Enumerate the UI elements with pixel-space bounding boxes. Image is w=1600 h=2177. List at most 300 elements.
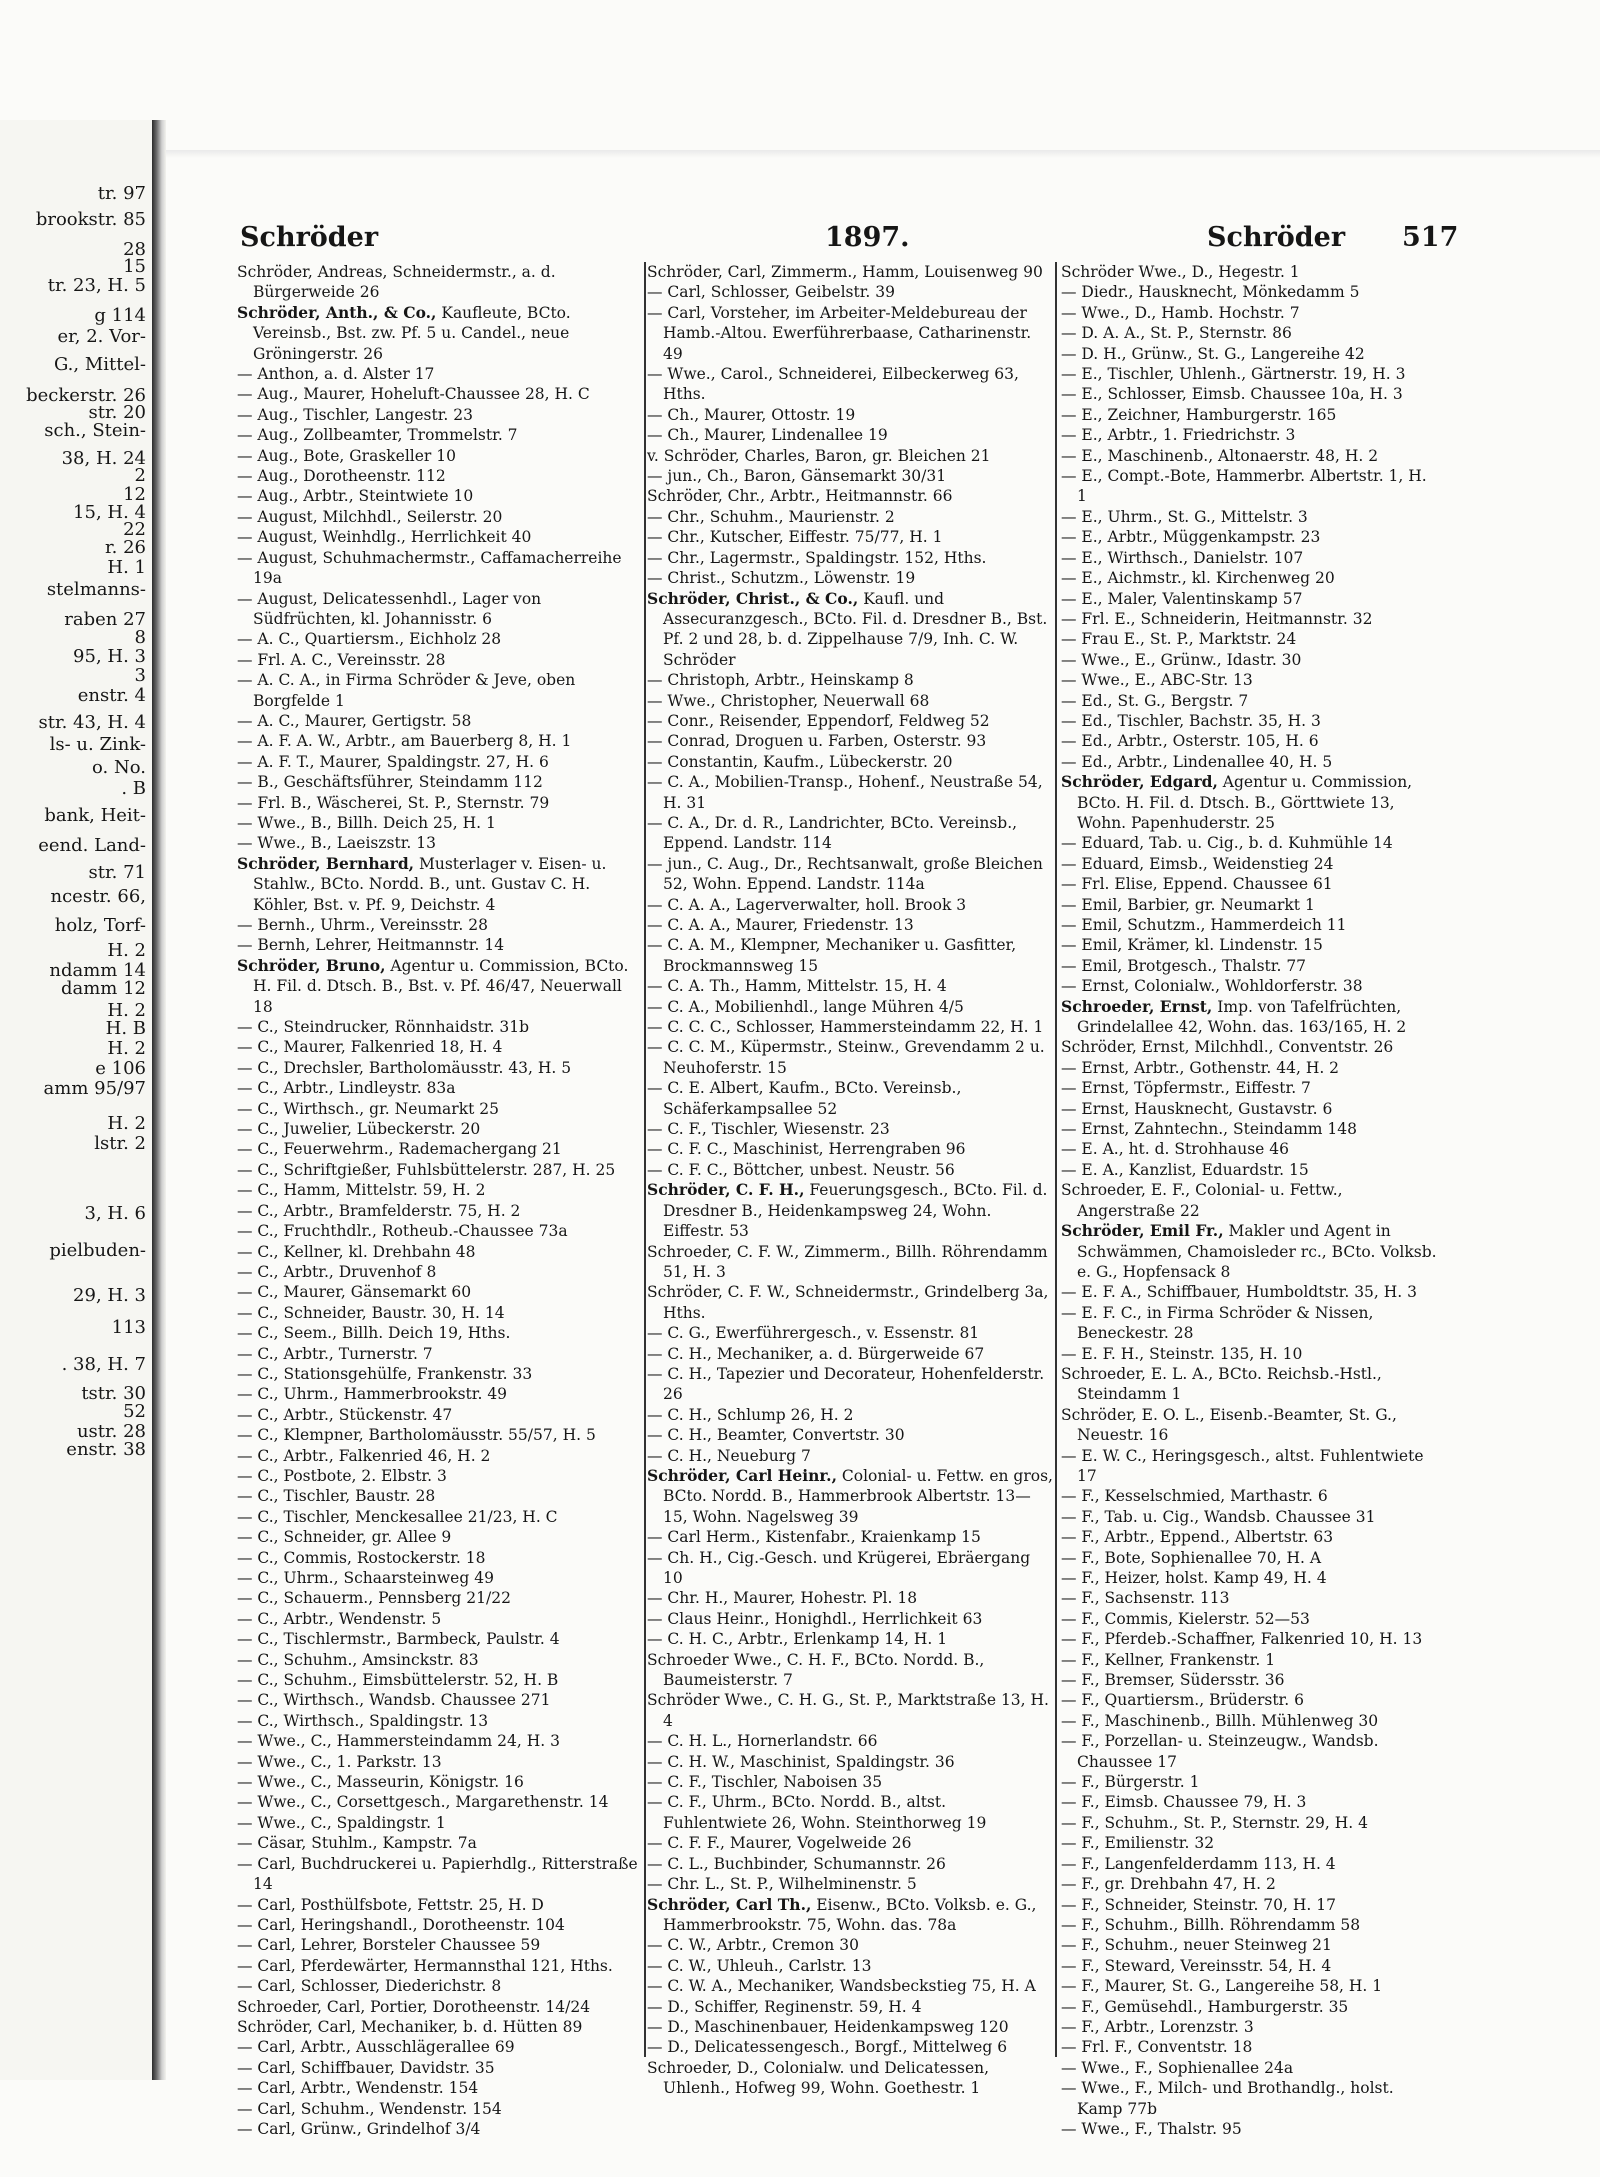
directory-column-1	[237, 262, 643, 2138]
directory-entry	[1061, 1792, 1441, 1812]
entry-text: — C., Feuerwehrm., Rademachergang 21	[237, 1140, 562, 1159]
directory-entry	[237, 1772, 643, 1792]
entry-text: — E., Aichmstr., kl. Kirchenweg 20	[1061, 569, 1335, 588]
entry-text: — E., Uhrm., St. G., Mittelstr. 3	[1061, 507, 1308, 526]
entry-text: — C., Drechsler, Bartholomäusstr. 43, H. 5	[237, 1058, 572, 1077]
entry-text: — C. G., Ewerführergesch., v. Essenstr. 81	[647, 1324, 980, 1343]
directory-entry	[647, 915, 1053, 935]
entry-text: — C. F. C., Maschinist, Herrengraben 96	[647, 1140, 966, 1159]
directory-entry	[237, 1180, 643, 1200]
directory-entry	[1061, 446, 1441, 466]
entry-text: Schroeder, E. F., Colonial- u. Fettw., Angerstraße 22	[1061, 1181, 1343, 1220]
entry-text: Kaufleute, BCto. Vereinsb., Bst. zw. Pf. 5 u. Candel., neue Gröningerstr. 26	[253, 303, 571, 363]
directory-entry	[237, 303, 643, 364]
entry-text: — C., Arbtr., Turnerstr. 7	[237, 1344, 433, 1363]
directory-entry	[237, 731, 643, 751]
directory-entry	[237, 405, 643, 425]
directory-entry	[647, 282, 1053, 302]
entry-text: — A. C. A., in Firma Schröder & Jeve, oben Borgfelde 1	[237, 671, 576, 710]
directory-entry	[237, 833, 643, 853]
facing-page-fragment: beckerstr. 26	[26, 385, 146, 406]
directory-entry	[1061, 1731, 1441, 1772]
directory-entry	[647, 425, 1053, 445]
entry-text: — C. C. C., Schlosser, Hammersteindamm 22, H. 1	[647, 1018, 1044, 1037]
entry-text: — Carl, Schuhm., Wendenstr. 154	[237, 2099, 502, 2118]
directory-entry	[237, 1588, 643, 1608]
facing-page-fragment: 29, H. 3	[73, 1285, 146, 1306]
entry-text: — E. F. H., Steinstr. 135, H. 10	[1061, 1344, 1303, 1363]
entry-firm-name: Schröder, Bernhard,	[237, 853, 415, 873]
directory-entry	[647, 527, 1053, 547]
directory-entry	[1061, 1874, 1441, 1894]
entry-text: — C., Arbtr., Stückenstr. 47	[237, 1405, 453, 1424]
entry-text: — Frl. E., Schneiderin, Heitmannstr. 32	[1061, 609, 1373, 628]
directory-entry	[237, 711, 643, 731]
directory-entry	[647, 1180, 1053, 1241]
facing-page-fragment: 95, H. 3	[73, 646, 146, 667]
entry-text: — E. A., Kanzlist, Eduardstr. 15	[1061, 1160, 1309, 1179]
entry-text: — C. H., Mechaniker, a. d. Bürgerweide 67	[647, 1344, 985, 1363]
directory-entry	[237, 1650, 643, 1670]
directory-entry	[647, 2017, 1053, 2037]
directory-entry	[237, 1486, 643, 1506]
entry-text: — E., Zeichner, Hamburgerstr. 165	[1061, 405, 1337, 424]
entry-text: Schröder Wwe., C. H. G., St. P., Marktstraße 13, H. 4	[647, 1691, 1049, 1730]
facing-page-fragment: sch., Stein-	[44, 420, 146, 441]
directory-entry	[1061, 1711, 1441, 1731]
facing-page-fragment: H. 1	[107, 557, 146, 578]
facing-page-fragment: holz, Torf-	[54, 915, 146, 936]
directory-entry	[1061, 1099, 1441, 1119]
entry-text: — C., Kellner, kl. Drehbahn 48	[237, 1242, 476, 1261]
entry-text: — C., Commis, Rostockerstr. 18	[237, 1548, 486, 1567]
facing-page-fragment: . B	[121, 778, 146, 799]
facing-page-fragment: g 114	[94, 305, 146, 326]
directory-entry	[1061, 1568, 1441, 1588]
entry-text: — Wwe., C., Masseurin, Königstr. 16	[237, 1773, 524, 1792]
directory-entry	[647, 1344, 1053, 1364]
directory-entry	[237, 1017, 643, 1037]
entry-text: — Aug., Maurer, Hoheluft-Chaussee 28, H. C	[237, 385, 590, 404]
entry-text: — C., Seem., Billh. Deich 19, Hths.	[237, 1324, 511, 1343]
directory-entry	[1061, 752, 1441, 772]
entry-text: — Wwe., D., Hamb. Hochstr. 7	[1061, 303, 1300, 322]
directory-entry	[237, 1752, 643, 1772]
entry-text: Schroeder, C. F. W., Zimmerm., Billh. Röhrendamm 51, H. 3	[647, 1242, 1048, 1281]
directory-entry	[237, 1609, 643, 1629]
directory-entry	[647, 1792, 1053, 1833]
directory-entry	[237, 1854, 643, 1895]
facing-page-fragment: stelmanns-	[46, 579, 146, 600]
directory-entry	[237, 466, 643, 486]
directory-entry	[647, 935, 1053, 976]
entry-text: — F., Pferdeb.-Schaffner, Falkenried 10, H. 13	[1061, 1630, 1423, 1649]
entry-text: Feuerungsgesch., BCto. Fil. d. Dresdner B., Heidenkampsweg 24, Wohn. Eiffestr. 53	[663, 1181, 1048, 1241]
entry-text: — E., Tischler, Uhlenh., Gärtnerstr. 19, H. 3	[1061, 365, 1406, 384]
entry-text: — C., Maurer, Falkenried 18, H. 4	[237, 1038, 503, 1057]
directory-entry	[237, 1262, 643, 1282]
facing-page-fragment: 3	[134, 665, 146, 686]
entry-text: Kaufl. und Assecuranzgesch., BCto. Fil. d. Dresdner B., Bst. Pf. 2 und 28, b. d. Zippelhause 7/9, Inh. C. W. Schröder	[663, 589, 1048, 669]
entry-text: — E., Compt.-Bote, Hammerbr. Albertstr. 1, H. 1	[1061, 467, 1427, 506]
entry-text: — Carl, Grünw., Grindelhof 3/4	[237, 2119, 481, 2138]
entry-text: Agentur u. Commission, BCto. H. Fil. d. Dtsch. B., Görttwiete 13, Wohn. Papenhuderstr. 25	[1077, 773, 1413, 832]
entry-text: — A. F. A. W., Arbtr., am Bauerberg 8, H. 1	[237, 732, 572, 751]
directory-entry	[1061, 1507, 1441, 1527]
directory-entry	[1061, 1282, 1441, 1302]
facing-page-fragment: 52	[123, 1401, 146, 1422]
entry-text: — C. H. L., Hornerlandstr. 66	[647, 1732, 878, 1751]
left-page-fragment	[0, 120, 152, 2080]
directory-entry	[1061, 691, 1441, 711]
entry-text: — F., Maschinenb., Billh. Mühlenweg 30	[1061, 1711, 1379, 1730]
directory-entry	[237, 1690, 643, 1710]
entry-text: — C. H., Tapezier und Decorateur, Hohenfelderstr. 26	[647, 1364, 1045, 1404]
entry-text: — Bernh, Lehrer, Heitmannstr. 14	[237, 936, 505, 955]
entry-text: — Frl. B., Wäscherei, St. P., Sternstr. 79	[237, 793, 550, 812]
entry-text: — C. W., Arbtr., Cremon 30	[647, 1936, 859, 1955]
entry-firm-name: Schröder, Emil Fr.,	[1061, 1221, 1224, 1241]
directory-entry	[237, 935, 643, 955]
directory-entry	[647, 813, 1053, 854]
entry-text: — Emil, Barbier, gr. Neumarkt 1	[1061, 895, 1315, 914]
directory-entry	[1061, 1956, 1441, 1976]
directory-entry	[647, 1446, 1053, 1466]
directory-entry	[1061, 507, 1441, 527]
entry-text: — Anthon, a. d. Alster 17	[237, 365, 435, 384]
directory-entry	[237, 1078, 643, 1098]
directory-entry	[237, 1242, 643, 1262]
entry-text: — Ernst, Töpfermstr., Eiffestr. 7	[1061, 1079, 1311, 1098]
directory-entry	[1061, 1364, 1441, 1405]
directory-column-2	[647, 262, 1053, 2098]
entry-firm-name: Schröder, C. F. H.,	[647, 1180, 805, 1200]
entry-firm-name: Schröder, Carl Heinr.,	[647, 1465, 837, 1485]
entry-text: Imp. von Tafelfrüchten, Grindelallee 42, Wohn. das. 163/165, H. 2	[1077, 997, 1407, 1037]
directory-entry	[1061, 1813, 1441, 1833]
entry-text: — Emil, Brotgesch., Thalstr. 77	[1061, 956, 1307, 975]
facing-page-fragment: ustr. 28	[76, 1421, 146, 1442]
directory-entry	[1061, 1772, 1441, 1792]
facing-page-fragment: er, 2. Vor-	[57, 326, 146, 347]
directory-entry	[1061, 1650, 1441, 1670]
entry-text: — E., Maler, Valentinskamp 57	[1061, 589, 1303, 608]
directory-entry	[1061, 874, 1441, 894]
facing-page-fragment: 8	[134, 627, 146, 648]
facing-page-fragment: enstr. 38	[66, 1439, 146, 1460]
entry-text: — E. F. A., Schiffbauer, Humboldtstr. 35, H. 3	[1061, 1283, 1418, 1302]
entry-text: — B., Geschäftsführer, Steindamm 112	[237, 773, 543, 792]
facing-page-fragment: bank, Heit-	[44, 805, 146, 826]
directory-entry	[237, 1323, 643, 1343]
entry-text: — F., Eimsb. Chaussee 79, H. 3	[1061, 1793, 1307, 1812]
entry-text: Colonial- u. Fettw. en gros, BCto. Nordd. B., Hammerbrook Albertstr. 13—15, Wohn. Nagelsweg 39	[663, 1466, 1053, 1526]
directory-entry	[647, 976, 1053, 996]
entry-text: — Ernst, Colonialw., Wohldorferstr. 38	[1061, 977, 1363, 996]
directory-entry	[647, 364, 1053, 405]
entry-text: — F., Schneider, Steinstr. 70, H. 17	[1061, 1895, 1336, 1914]
directory-entry	[1061, 1935, 1441, 1955]
entry-text: — Wwe., C., Hammersteindamm 24, H. 3	[237, 1732, 560, 1751]
entry-text: — August, Weinhdlg., Herrlichkeit 40	[237, 528, 532, 547]
directory-entry	[647, 405, 1053, 425]
directory-entry	[237, 1303, 643, 1323]
entry-text: — Carl, Schlosser, Diederichstr. 8	[237, 1977, 502, 1996]
directory-entry	[237, 1384, 643, 1404]
facing-page-fragment: 22	[123, 519, 146, 540]
entry-text: — Ch., Maurer, Lindenallee 19	[647, 426, 888, 445]
directory-entry	[237, 446, 643, 466]
entry-text: — C. A., Dr. d. R., Landrichter, BCto. Vereinsb., Eppend. Landstr. 114	[647, 813, 1018, 853]
directory-entry	[647, 1629, 1053, 1649]
directory-entry	[647, 670, 1053, 690]
directory-entry	[647, 1078, 1053, 1119]
directory-entry	[237, 2058, 643, 2078]
facing-page-fragment: H. 2	[107, 940, 146, 961]
directory-entry	[647, 1160, 1053, 1180]
entry-text: Schröder, Ernst, Milchhdl., Conventstr. 26	[1061, 1038, 1394, 1057]
directory-entry	[1061, 1139, 1441, 1159]
directory-entry	[237, 650, 643, 670]
entry-text: — Wwe., C., 1. Parkstr. 13	[237, 1752, 442, 1771]
entry-text: — C. A., Mobilien-Transp., Hohenf., Neustraße 54, H. 31	[647, 773, 1043, 812]
directory-entry	[237, 1997, 643, 2017]
entry-text: — Ernst, Zahntechn., Steindamm 148	[1061, 1120, 1358, 1139]
directory-entry	[647, 568, 1053, 588]
entry-text: Schröder, Chr., Arbtr., Heitmannstr. 66	[647, 487, 953, 506]
entry-text: — C., Arbtr., Druvenhof 8	[237, 1262, 437, 1281]
entry-text: Schröder, C. F. W., Schneidermstr., Grindelberg 3a, Hths.	[647, 1283, 1049, 1322]
book-gutter	[152, 120, 166, 2080]
entry-text: — F., Schuhm., St. P., Sternstr. 29, H. 4	[1061, 1813, 1369, 1832]
entry-text: — Conr., Reisender, Eppendorf, Feldweg 52	[647, 711, 990, 730]
entry-text: — jun., Ch., Baron, Gänsemarkt 30/31	[647, 467, 947, 486]
directory-entry	[237, 527, 643, 547]
entry-text: — Carl, Buchdruckerei u. Papierhdlg., Ritterstraße 14	[237, 1854, 638, 1894]
entry-firm-name: Schröder, Bruno,	[237, 955, 386, 975]
entry-text: — C. A., Mobilienhdl., lange Mühren 4/5	[647, 997, 964, 1016]
directory-entry	[237, 1956, 643, 1976]
directory-entry	[237, 915, 643, 935]
directory-entry	[1061, 2119, 1441, 2139]
entry-text: — Carl, Vorsteher, im Arbeiter-Meldebureau der Hamb.-Altou. Ewerführerbaase, Catharinenstr. 49	[647, 303, 1032, 363]
entry-text: — F., Arbtr., Lorenzstr. 3	[1061, 2017, 1254, 2036]
directory-entry	[237, 2119, 643, 2139]
directory-entry	[647, 548, 1053, 568]
directory-entry	[1061, 527, 1441, 547]
entry-text: — A. C., Maurer, Gertigstr. 58	[237, 711, 472, 730]
directory-entry	[237, 813, 643, 833]
directory-entry	[1061, 629, 1441, 649]
entry-text: — F., Quartiersm., Brüderstr. 6	[1061, 1691, 1304, 1710]
directory-entry	[647, 1282, 1053, 1323]
entry-text: — C. F. F., Maurer, Vogelweide 26	[647, 1834, 912, 1853]
entry-text: — Conrad, Droguen u. Farben, Osterstr. 93	[647, 732, 987, 751]
entry-text: — A. C., Quartiersm., Eichholz 28	[237, 630, 502, 649]
facing-page-fragment: damm 12	[60, 978, 146, 999]
entry-text: — A. F. T., Maurer, Spaldingstr. 27, H. 6	[237, 752, 549, 771]
page-number: 517	[1402, 222, 1459, 253]
directory-entry	[237, 1731, 643, 1751]
year: 1897.	[825, 222, 910, 253]
directory-entry	[1061, 1303, 1441, 1344]
entry-text: — F., Maurer, St. G., Langereihe 58, H. 1	[1061, 1977, 1383, 1996]
directory-entry	[237, 1405, 643, 1425]
entry-text: — C., Juwelier, Lübeckerstr. 20	[237, 1120, 481, 1139]
directory-entry	[237, 262, 643, 303]
directory-entry	[1061, 1486, 1441, 1506]
entry-text: — E. A., ht. d. Strohhause 46	[1061, 1140, 1289, 1159]
facing-page-fragment: amm 95/97	[43, 1078, 146, 1099]
directory-entry	[1061, 384, 1441, 404]
entry-text: — Ed., Arbtr., Lindenallee 40, H. 5	[1061, 752, 1333, 771]
directory-entry	[237, 1201, 643, 1221]
directory-entry	[647, 1588, 1053, 1608]
entry-text: — Wwe., E., Grünw., Idastr. 30	[1061, 650, 1302, 669]
directory-entry	[237, 1711, 643, 1731]
directory-entry	[237, 2099, 643, 2119]
directory-entry	[647, 1405, 1053, 1425]
facing-page-fragment: str. 71	[88, 862, 146, 883]
entry-text: — C. A. A., Maurer, Friedenstr. 13	[647, 916, 914, 934]
entry-text: — Emil, Schutzm., Hammerdeich 11	[1061, 916, 1347, 934]
running-head-right: Schröder	[1207, 222, 1346, 253]
page-top-edge	[166, 150, 1600, 158]
directory-entry	[237, 548, 643, 589]
entry-text: — jun., C. Aug., Dr., Rechtsanwalt, große Bleichen 52, Wohn. Eppend. Landstr. 114a	[647, 854, 1043, 894]
directory-entry	[647, 1650, 1053, 1691]
directory-entry	[647, 1895, 1053, 1936]
facing-page-fragment: 38, H. 24	[61, 448, 146, 469]
entry-firm-name: Schröder, Edgard,	[1061, 772, 1218, 792]
entry-text: — C. F. C., Böttcher, unbest. Neustr. 56	[647, 1160, 955, 1179]
entry-text: — August, Milchhdl., Seilerstr. 20	[237, 507, 503, 526]
entry-firm-name: Schröder, Christ., & Co.,	[647, 588, 859, 608]
entry-text: — Carl, Arbtr., Wendenstr. 154	[237, 2079, 479, 2098]
directory-entry	[1061, 915, 1441, 935]
entry-text: Agentur u. Commission, BCto. H. Fil. d. Dtsch. B., Bst. v. Pf. 46/47, Neuerwall 18	[253, 956, 629, 1016]
directory-entry	[647, 1956, 1053, 1976]
entry-text: — C. H., Beamter, Convertstr. 30	[647, 1426, 905, 1445]
facing-page-fragment: H. 2	[107, 1038, 146, 1059]
entry-text: — Wwe., F., Thalstr. 95	[1061, 2119, 1242, 2138]
directory-entry	[1061, 568, 1441, 588]
entry-text: — Carl Herm., Kistenfabr., Kraienkamp 15	[647, 1528, 981, 1547]
entry-text: — C., Schneider, gr. Allee 9	[237, 1528, 452, 1547]
entry-text: — F., Emilienstr. 32	[1061, 1834, 1215, 1853]
directory-entry	[1061, 731, 1441, 751]
directory-entry	[237, 1629, 643, 1649]
entry-text: — Ed., Arbtr., Osterstr. 105, H. 6	[1061, 732, 1319, 751]
entry-text: v. Schröder, Charles, Baron, gr. Bleichen 21	[647, 446, 991, 465]
directory-entry	[237, 2037, 643, 2057]
directory-entry	[237, 364, 643, 384]
column-rule	[1055, 262, 1057, 2057]
entry-text: — F., Schuhm., neuer Steinweg 21	[1061, 1936, 1332, 1955]
directory-entry	[647, 303, 1053, 364]
directory-entry	[1061, 1119, 1441, 1139]
entry-text: — C., Schneider, Baustr. 30, H. 14	[237, 1303, 505, 1322]
entry-text: — C., Arbtr., Wendenstr. 5	[237, 1609, 442, 1628]
entry-text: — C., Arbtr., Lindleystr. 83a	[237, 1079, 456, 1098]
entry-text: — C., Schauerm., Pennsberg 21/22	[237, 1589, 511, 1608]
directory-entry	[1061, 344, 1441, 364]
directory-entry	[237, 1282, 643, 1302]
entry-text: — F., Arbtr., Eppend., Albertstr. 63	[1061, 1528, 1334, 1547]
directory-entry	[237, 486, 643, 506]
running-header	[240, 222, 1459, 262]
facing-page-fragment: ls- u. Zink-	[49, 734, 146, 755]
directory-entry	[647, 486, 1053, 506]
directory-entry	[237, 1895, 643, 1915]
directory-entry	[647, 731, 1053, 751]
entry-text: — F., Heizer, holst. Kamp 49, H. 4	[1061, 1569, 1327, 1587]
directory-entry	[1061, 976, 1441, 996]
directory-entry	[1061, 609, 1441, 629]
entry-text: — Eduard, Eimsb., Weidenstieg 24	[1061, 854, 1334, 873]
directory-entry	[1061, 1058, 1441, 1078]
facing-page-fragment: e 106	[95, 1058, 146, 1079]
entry-text: — Wwe., B., Laeiszstr. 13	[237, 834, 437, 853]
directory-entry	[1061, 2078, 1441, 2119]
entry-text: — C. A. A., Lagerverwalter, holl. Brook 3	[647, 895, 967, 914]
entry-text: Makler und Agent in Schwämmen, Chamoisleder rc., BCto. Volksb. e. G., Hopfensack 8	[1077, 1222, 1437, 1281]
directory-entry	[1061, 548, 1441, 568]
entry-text: — Frl. A. C., Vereinsstr. 28	[237, 650, 446, 669]
entry-text: — C., Postbote, 2. Elbstr. 3	[237, 1466, 447, 1485]
directory-entry	[1061, 650, 1441, 670]
entry-text: — C., Schuhm., Amsinckstr. 83	[237, 1650, 479, 1669]
entry-text: Schroeder, D., Colonialw. und Delicatessen, Uhlenh., Hofweg 99, Wohn. Goethestr. 1	[647, 2058, 990, 2098]
directory-entry	[647, 1833, 1053, 1853]
directory-entry	[647, 1119, 1053, 1139]
directory-entry	[647, 895, 1053, 915]
directory-entry	[1061, 1405, 1441, 1446]
entry-text: — Aug., Arbtr., Steintwiete 10	[237, 487, 474, 506]
directory-entry	[1061, 303, 1441, 323]
entry-text: — C. W., Uhleuh., Carlstr. 13	[647, 1956, 872, 1975]
directory-entry	[237, 1364, 643, 1384]
facing-page-fragment: lstr. 2	[94, 1133, 146, 1154]
entry-text: — C., Wirthsch., Wandsb. Chaussee 271	[237, 1691, 551, 1710]
entry-text: — F., Porzellan- u. Steinzeugw., Wandsb. Chaussee 17	[1061, 1732, 1379, 1771]
directory-entry	[1061, 895, 1441, 915]
entry-text: — Claus Heinr., Honighdl., Herrlichkeit 63	[647, 1609, 983, 1628]
entry-text: — Wwe., B., Billh. Deich 25, H. 1	[237, 813, 496, 832]
facing-page-fragment: r. 26	[105, 537, 146, 558]
entry-text: Eisenw., BCto. Volksb. e. G., Hammerbrookstr. 75, Wohn. das. 78a	[663, 1895, 1037, 1934]
directory-entry	[1061, 1527, 1441, 1547]
directory-entry	[647, 446, 1053, 466]
facing-page-fragment: 15	[123, 256, 146, 277]
facing-page-fragment: eend. Land-	[38, 835, 146, 856]
directory-entry	[1061, 1915, 1441, 1935]
entry-text: — Frl. Elise, Eppend. Chaussee 61	[1061, 875, 1333, 894]
facing-page-fragment: 2	[134, 465, 146, 486]
facing-page-fragment: tr. 23, H. 5	[47, 275, 146, 296]
entry-text: — C., Fruchthdlr., Rotheub.-Chaussee 73a	[237, 1222, 568, 1241]
entry-text: — F., Steward, Vereinsstr. 54, H. 4	[1061, 1956, 1332, 1975]
directory-entry	[647, 772, 1053, 813]
facing-page-fragment: 28	[123, 239, 146, 260]
directory-entry	[647, 711, 1053, 731]
entry-text: — F., Kellner, Frankenstr. 1	[1061, 1650, 1276, 1669]
directory-entry	[1061, 2058, 1441, 2078]
entry-text: — Christoph, Arbtr., Heinskamp 8	[647, 671, 914, 690]
entry-text: — C., Wirthsch., Spaldingstr. 13	[237, 1711, 489, 1730]
directory-entry	[1061, 1854, 1441, 1874]
entry-text: — Ernst, Hausknecht, Gustavstr. 6	[1061, 1099, 1333, 1118]
